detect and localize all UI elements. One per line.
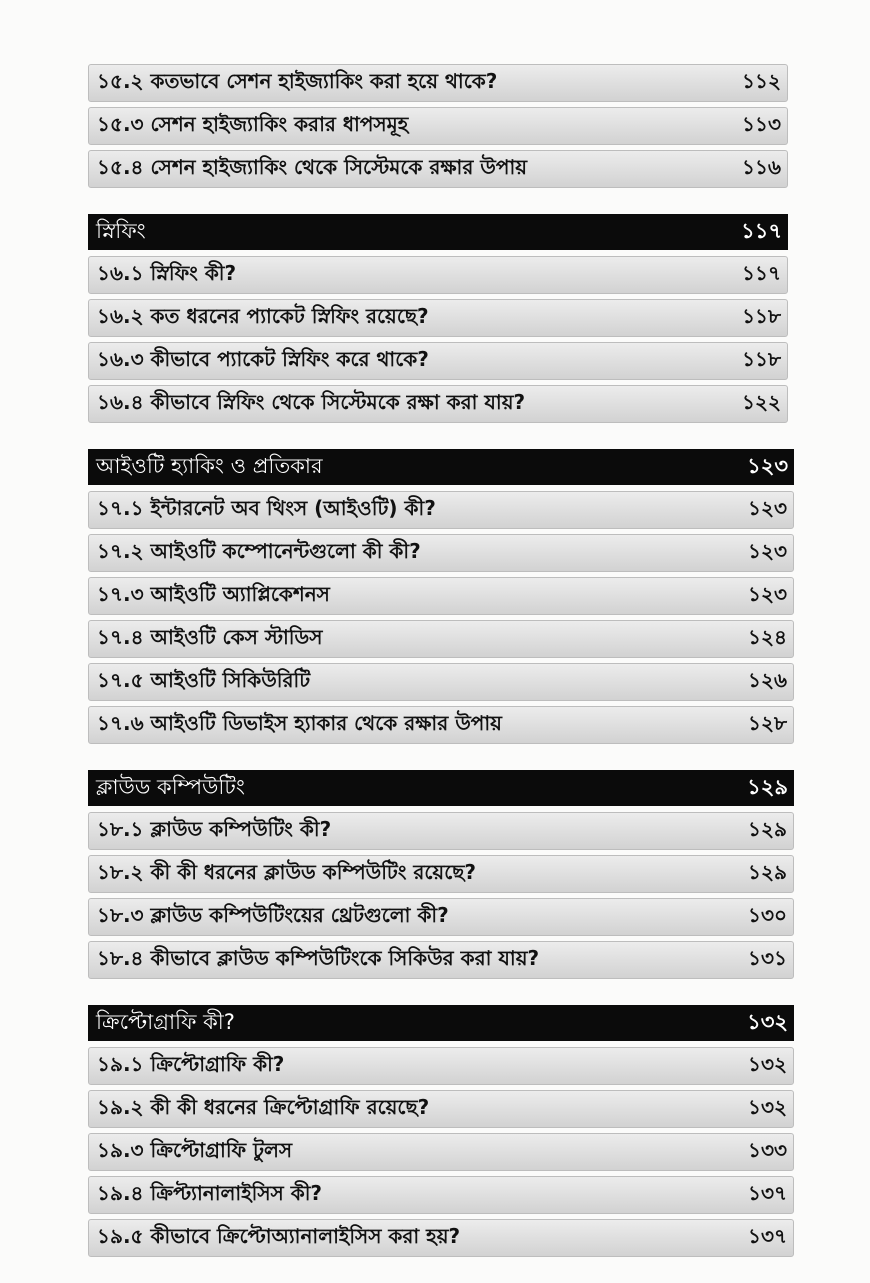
toc-section xyxy=(88,770,794,979)
entry-page: ১১৩ xyxy=(742,111,781,136)
entry-page: ১১৮ xyxy=(742,346,781,371)
toc-entry[interactable] xyxy=(88,1176,794,1214)
entry-page: ১৩২ xyxy=(748,1051,787,1076)
entry-title: ১৭.১ ইন্টারনেট অব থিংস (আইওটি) কী? xyxy=(97,495,436,520)
toc-section xyxy=(88,64,788,188)
toc-section xyxy=(88,1005,794,1257)
entry-title: ১৯.১ ক্রিপ্টোগ্রাফি কী? xyxy=(97,1051,285,1076)
entry-page: ১৩৭ xyxy=(748,1223,787,1248)
chapter-header[interactable] xyxy=(88,1005,794,1041)
toc-entry[interactable] xyxy=(88,1047,794,1085)
entry-title: ১৭.৪ আইওটি কেস স্টাডিস xyxy=(97,624,323,649)
toc-entry[interactable] xyxy=(88,577,794,615)
toc-entry[interactable] xyxy=(88,1219,794,1257)
entry-page: ১১৮ xyxy=(742,303,781,328)
entry-page: ১২৩ xyxy=(748,495,787,520)
toc-entry[interactable] xyxy=(88,342,788,380)
entry-title: ১৭.৬ আইওটি ডিভাইস হ্যাকার থেকে রক্ষার উপায় xyxy=(97,710,502,735)
toc-entry[interactable] xyxy=(88,385,788,423)
entry-title: ১৬.৪ কীভাবে স্নিফিং থেকে সিস্টেমকে রক্ষা করা যায়? xyxy=(97,389,526,414)
toc-entry[interactable] xyxy=(88,620,794,658)
entry-title: ১৫.৩ সেশন হাইজ্যাকিং করার ধাপসমূহ xyxy=(97,111,409,136)
entry-page: ১৩০ xyxy=(748,902,787,927)
entry-page: ১২৮ xyxy=(748,710,787,735)
chapter-title: আইওটি হ্যাকিং ও প্রতিকার xyxy=(96,453,323,478)
entry-title: ১৭.৩ আইওটি অ্যাপ্লিকেশনস xyxy=(97,581,330,606)
toc-entry[interactable] xyxy=(88,812,794,850)
entry-title: ১৬.৩ কীভাবে প্যাকেট স্নিফিং করে থাকে? xyxy=(97,346,429,371)
entry-title: ১৬.১ স্নিফিং কী? xyxy=(97,260,237,285)
entry-page: ১২৩ xyxy=(748,581,787,606)
chapter-page: ১১৭ xyxy=(741,218,782,243)
toc-entry[interactable] xyxy=(88,941,794,979)
chapter-header[interactable] xyxy=(88,214,788,250)
toc-entry[interactable] xyxy=(88,1133,794,1171)
toc-entry[interactable] xyxy=(88,534,794,572)
entry-page: ১১২ xyxy=(742,68,781,93)
entry-title: ১৯.৫ কীভাবে ক্রিপ্টোঅ্যানালাইসিস করা হয়? xyxy=(97,1223,461,1248)
chapter-page: ১২৩ xyxy=(747,453,788,478)
entry-page: ১২৯ xyxy=(748,859,787,884)
entry-page: ১৩৩ xyxy=(748,1137,787,1162)
entry-title: ১৭.৫ আইওটি সিকিউরিটি xyxy=(97,667,311,692)
chapter-title: স্নিফিং xyxy=(96,218,146,243)
entry-page: ১২২ xyxy=(742,389,781,414)
entry-title: ১৭.২ আইওটি কম্পোনেন্টগুলো কী কী? xyxy=(97,538,421,563)
toc-entry[interactable] xyxy=(88,299,788,337)
entry-title: ১৯.৩ ক্রিপ্টোগ্রাফি টুলস xyxy=(97,1137,293,1162)
toc-entry[interactable] xyxy=(88,706,794,744)
chapter-title: ক্রিপ্টোগ্রাফি কী? xyxy=(96,1009,235,1034)
chapter-page: ১৩২ xyxy=(747,1009,788,1034)
toc-entry[interactable] xyxy=(88,107,788,145)
entry-page: ১২৩ xyxy=(748,538,787,563)
toc-entry[interactable] xyxy=(88,491,794,529)
toc-entry[interactable] xyxy=(88,898,794,936)
chapter-header[interactable] xyxy=(88,449,794,485)
entry-page: ১২৪ xyxy=(748,624,787,649)
entry-page: ১১৬ xyxy=(742,154,781,179)
toc-entry[interactable] xyxy=(88,150,788,188)
entry-title: ১৯.৪ ক্রিপ্ট্যানালাইসিস কী? xyxy=(97,1180,323,1205)
table-of-contents xyxy=(88,64,788,1283)
toc-entry[interactable] xyxy=(88,256,788,294)
entry-page: ১২৯ xyxy=(748,816,787,841)
toc-entry[interactable] xyxy=(88,64,788,102)
entry-title: ১৯.২ কী কী ধরনের ক্রিপ্টোগ্রাফি রয়েছে? xyxy=(97,1094,430,1119)
entry-title: ১৮.৪ কীভাবে ক্লাউড কম্পিউটিংকে সিকিউর করা যায়? xyxy=(97,945,540,970)
entry-page: ১৩৭ xyxy=(748,1180,787,1205)
toc-section xyxy=(88,449,794,744)
entry-title: ১৫.৪ সেশন হাইজ্যাকিং থেকে সিস্টেমকে রক্ষার উপায় xyxy=(97,154,528,179)
entry-page: ১২৬ xyxy=(748,667,787,692)
toc-entry[interactable] xyxy=(88,1090,794,1128)
entry-title: ১৮.৩ ক্লাউড কম্পিউটিংয়ের থ্রেটগুলো কী? xyxy=(97,902,449,927)
entry-page: ১৩১ xyxy=(748,945,787,970)
entry-page: ১৩২ xyxy=(748,1094,787,1119)
chapter-header[interactable] xyxy=(88,770,794,806)
entry-title: ১৬.২ কত ধরনের প্যাকেট স্নিফিং রয়েছে? xyxy=(97,303,429,328)
toc-entry[interactable] xyxy=(88,663,794,701)
toc-entry[interactable] xyxy=(88,855,794,893)
chapter-page: ১২৯ xyxy=(747,774,788,799)
entry-title: ১৮.২ কী কী ধরনের ক্লাউড কম্পিউটিং রয়েছে? xyxy=(97,859,476,884)
entry-page: ১১৭ xyxy=(742,260,781,285)
toc-section xyxy=(88,214,788,423)
entry-title: ১৫.২ কতভাবে সেশন হাইজ্যাকিং করা হয়ে থাকে? xyxy=(97,68,498,93)
chapter-title: ক্লাউড কম্পিউটিং xyxy=(96,774,245,799)
entry-title: ১৮.১ ক্লাউড কম্পিউটিং কী? xyxy=(97,816,332,841)
